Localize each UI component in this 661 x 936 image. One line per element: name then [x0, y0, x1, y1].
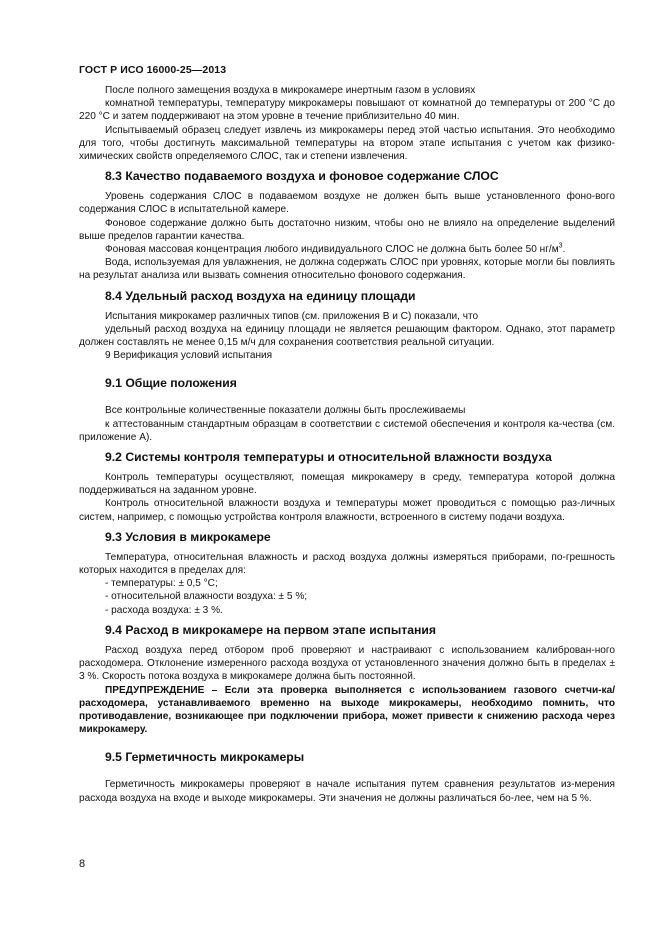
paragraph: Герметичность микрокамеры проверяют в начале испытания путем сравнения результатов из-мерения расхода воздуха на входе и выходе микрокамеры. Эти значения не должны различаться бо-лее, чем на 5 %. — [79, 779, 615, 804]
paragraph-text: Фоновая массовая концентрация любого индивидуального СЛОС не должна быть более 50 нг/м — [105, 244, 559, 256]
paragraph: комнатной температуры, температуру микрокамеры повышают от комнатной до температуры от 200 °C до 220 °C и затем поддерживают на этом уровне в течение приблизительно 40 мин. — [79, 98, 615, 123]
paragraph: Вода, используемая для увлажнения, не должна содержать СЛОС при уровнях, которые могли бы повлиять на результат анализа или вызвать сомнения относительно фонового содержания. — [79, 257, 615, 282]
paragraph: удельный расход воздуха на единицу площади не является решающим фактором. Однако, этот параметр должен составлять не менее 0,15 м/ч для сохранения соответствия реальной ситуации. — [79, 323, 615, 349]
section-heading-8-4: 8.4 Удельный расход воздуха на единицу площади — [105, 288, 416, 303]
paragraph: Расход воздуха перед отбором проб проверяют и настраивают с использованием калиброван-ного расходомера. Отклонение измеренного расхода воздуха от установленного значения должно быть в пределах ± 3 %. Скорость потока воздуха в микрокамере должна быть постоянной. — [79, 644, 615, 683]
section-heading-9-2: 9.2 Системы контроля температуры и относительной влажности воздуха — [105, 450, 552, 465]
paragraph: Фоновое содержание должно быть достаточно низким, чтобы оно не влияло на определение выделений выше пределов гарантии качества. — [79, 217, 615, 242]
list-item: - расхода воздуха: ± 3 %. — [105, 604, 223, 616]
paragraph: 9 Верификация условий испытания — [105, 350, 273, 362]
paragraph: Испытываемый образец следует извлечь из микрокамеры перед этой частью испытания. Это необходимо для того, чтобы достигнуть максимальной температуры на втором этапе испытания с учетом как физико-химических свойств определяемого СЛОС, так и степени извлечения. — [79, 124, 615, 163]
section-heading-9-1: 9.1 Общие положения — [105, 376, 237, 391]
paragraph: Температура, относительная влажность и расход воздуха должны измеряться приборами, по-грешность которых находится в пределах для: — [79, 551, 615, 577]
warning-paragraph: ПРЕДУПРЕЖДЕНИЕ – Если эта проверка выполняется с использованием газового счетчи-ка/расходомера, устанавливаемого временно на выходе микрокамеры, необходимо помнить, что противодавление, возникающее при подключении прибора, может привести к снижению расхода через микрокамеру. — [79, 684, 615, 736]
section-heading-9-3: 9.3 Условия в микрокамере — [105, 529, 271, 544]
section-heading-8-3: 8.3 Качество подаваемого воздуха и фоновое содержание СЛОС — [105, 169, 499, 184]
paragraph: Контроль температуры осуществляют, помещая микрокамеру в среду, температура которой должна поддерживаться на заданном уровне. — [79, 472, 615, 497]
paragraph: Уровень содержания СЛОС в подаваемом воздухе не должен быть выше установленного фоно-вого содержания СЛОС в испытательной камере. — [79, 191, 615, 216]
section-heading-9-5: 9.5 Герметичность микрокамеры — [105, 750, 305, 765]
paragraph — [79, 243, 615, 256]
paragraph: Контроль относительной влажности воздуха и температуры может проводиться с помощью раз-личных систем, например, с помощью устройства контроля влажности, встроенного в систему подачи воздуха. — [79, 498, 615, 523]
paragraph: После полного замещения воздуха в микрокамере инертным газом в условиях — [105, 85, 476, 96]
document-body — [79, 84, 615, 805]
page-number: 8 — [79, 858, 86, 870]
list-item: - относительной влажности воздуха: ± 5 %; — [105, 591, 308, 603]
list-item: - температуры: ± 0,5 °C; — [105, 578, 218, 590]
paragraph: к аттестованным стандартным образцам в соответствии с системой обеспечения и контроля ка-чества (см. приложение А). — [79, 418, 615, 443]
document-header: ГОСТ Р ИСО 16000-25—2013 — [79, 64, 227, 76]
superscript: 3 — [558, 242, 563, 250]
tolerance-list — [79, 577, 615, 617]
paragraph: Все контрольные количественные показатели должны быть прослеживаемы — [105, 405, 466, 417]
section-heading-9-4: 9.4 Расход в микрокамере на первом этапе испытания — [105, 622, 436, 637]
paragraph: Испытания микрокамер различных типов (см. приложения В и С) показали, что — [105, 310, 479, 322]
paragraph-end: . — [562, 244, 566, 256]
